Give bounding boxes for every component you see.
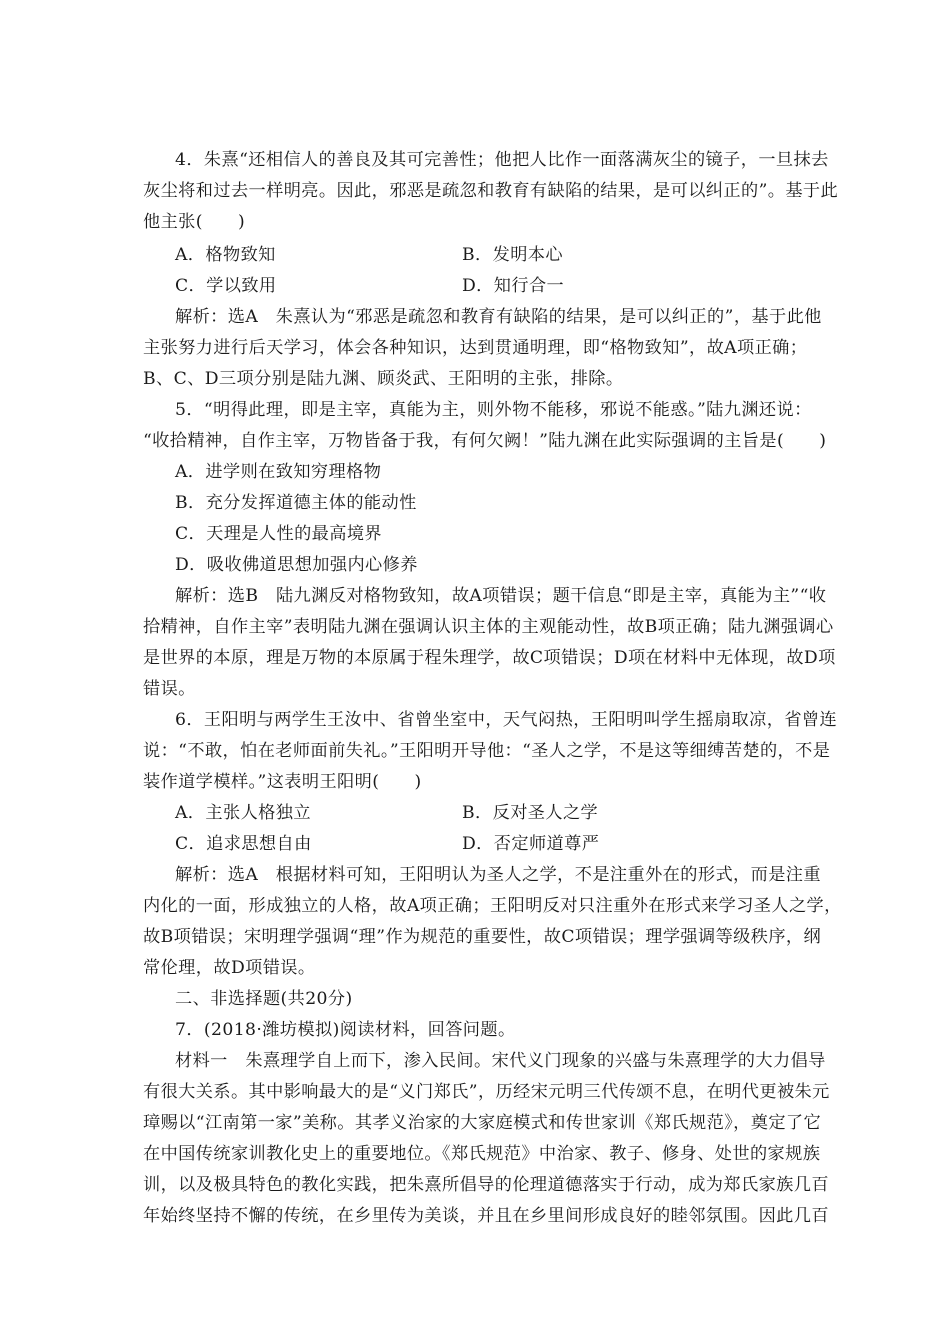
- q4-stem-line-3: 他主张( ): [143, 212, 246, 232]
- q5-analysis-line-1: 解析：选B 陆九渊反对格物致知，故A项错误；题干信息“即是主宰，真能为主”“收: [175, 586, 827, 606]
- q7-material1-line-4: 在中国传统家训教化史上的重要地位。《郑氏规范》中治家、教子、修身、处世的家规族: [143, 1144, 821, 1164]
- section-2-title: 二、非选择题(共20分): [175, 989, 353, 1009]
- q7-stem: 7．(2018·潍坊模拟)阅读材料，回答问题。: [175, 1020, 516, 1040]
- q4-options-row-2: [175, 271, 845, 302]
- q5-analysis-line-3: 是世界的本原，理是万物的本原属于程朱理学，故C项错误；D项在材料中无体现，故D项: [143, 648, 836, 668]
- q7-material1-line-2: 有很大关系。其中影响最大的是“义门郑氏”，历经宋元明三代传颂不息，在明代更被朱元: [143, 1082, 830, 1102]
- q6-analysis-line-2: 内化的一面，形成独立的人格，故A项正确；王阳明反对只注重外在形式来学习圣人之学，: [143, 896, 842, 916]
- q4-option-a: A．格物致知: [175, 245, 276, 265]
- q6-stem-line-1: 6．王阳明与两学生王汝中、省曾坐室中，天气闷热，王阳明叫学生摇扇取凉，省曾连: [175, 710, 838, 730]
- q7-material1-line-6: 年始终坚持不懈的传统，在乡里传为美谈，并且在乡里间形成良好的睦邻氛围。因此几百: [143, 1206, 829, 1226]
- q4-analysis-line-3: B、C、D三项分别是陆九渊、顾炎武、王阳明的主张，排除。: [143, 369, 624, 389]
- q6-options-row-1: [175, 798, 845, 829]
- q6-option-b: B．反对圣人之学: [462, 803, 599, 823]
- q6-analysis-line-4: 常伦理，故D项错误。: [143, 958, 316, 978]
- q4-options-row-1: [175, 240, 845, 271]
- q6-analysis-line-3: 故B项错误；宋明理学强调“理”作为规范的重要性，故C项错误；理学强调等级秩序，纲: [143, 927, 822, 947]
- q6-stem-line-2: 说：“不敢，怕在老师面前失礼。”王阳明开导他：“圣人之学，不是这等细缚苦楚的，不是: [143, 741, 831, 761]
- q5-analysis-line-2: 拾精神，自作主宰”表明陆九渊在强调认识主体的主观能动性，故B项正确；陆九渊强调心: [143, 617, 834, 637]
- q5-option-a: A．进学则在致知穷理格物: [175, 462, 382, 482]
- q4-option-d: D．知行合一: [462, 276, 565, 296]
- q6-stem-line-3: 装作道学模样。”这表明王阳明( ): [143, 772, 422, 792]
- q4-option-b: B．发明本心: [462, 245, 563, 265]
- q4-option-c: C．学以致用: [175, 276, 277, 296]
- q6-option-a: A．主张人格独立: [175, 803, 311, 823]
- q4-analysis-line-2: 主张努力进行后天学习，体会各种知识，达到贯通明理，即“格物致知”，故A项正确；: [143, 338, 808, 358]
- q4-stem-line-1: 4．朱熹“还相信人的善良及其可完善性；他把人比作一面落满灰尘的镜子，一旦抹去: [175, 150, 829, 170]
- q5-option-d: D．吸收佛道思想加强内心修养: [175, 555, 418, 575]
- q5-option-b: B．充分发挥道德主体的能动性: [175, 493, 417, 513]
- q5-stem-line-2: “收拾精神，自作主宰，万物皆备于我，有何欠阙！”陆九渊在此实际强调的主旨是( ): [143, 431, 827, 451]
- q6-option-d: D．否定师道尊严: [462, 834, 600, 854]
- q5-option-c: C．天理是人性的最高境界: [175, 524, 383, 544]
- q6-option-c: C．追求思想自由: [175, 834, 312, 854]
- q5-stem-line-1: 5．“明得此理，即是主宰，真能为主，则外物不能移，邪说不能惑。”陆九渊还说：: [175, 400, 812, 420]
- q7-material1-line-3: 璋赐以“江南第一家”美称。其孝义治家的大家庭模式和传世家训《郑氏规范》，奠定了它: [143, 1113, 822, 1133]
- q4-stem-line-2: 灰尘将和过去一样明亮。因此，邪恶是疏忽和教育有缺陷的结果，是可以纠正的”。基于此: [143, 181, 839, 201]
- q6-analysis-line-1: 解析：选A 根据材料可知，王阳明认为圣人之学，不是注重外在的形式，而是注重: [175, 865, 821, 885]
- q5-analysis-line-4: 错误。: [143, 679, 196, 699]
- q6-options-row-2: [175, 829, 845, 860]
- q4-analysis-line-1: 解析：选A 朱熹认为“邪恶是疏忽和教育有缺陷的结果，是可以纠正的”，基于此他: [175, 307, 822, 327]
- q7-material1-line-5: 训，以及极具特色的教化实践，把朱熹所倡导的伦理道德落实于行动，成为郑氏家族几百: [143, 1175, 829, 1195]
- q7-material1-line-1: 材料一 朱熹理学自上而下，渗入民间。宋代义门现象的兴盛与朱熹理学的大力倡导: [175, 1051, 826, 1071]
